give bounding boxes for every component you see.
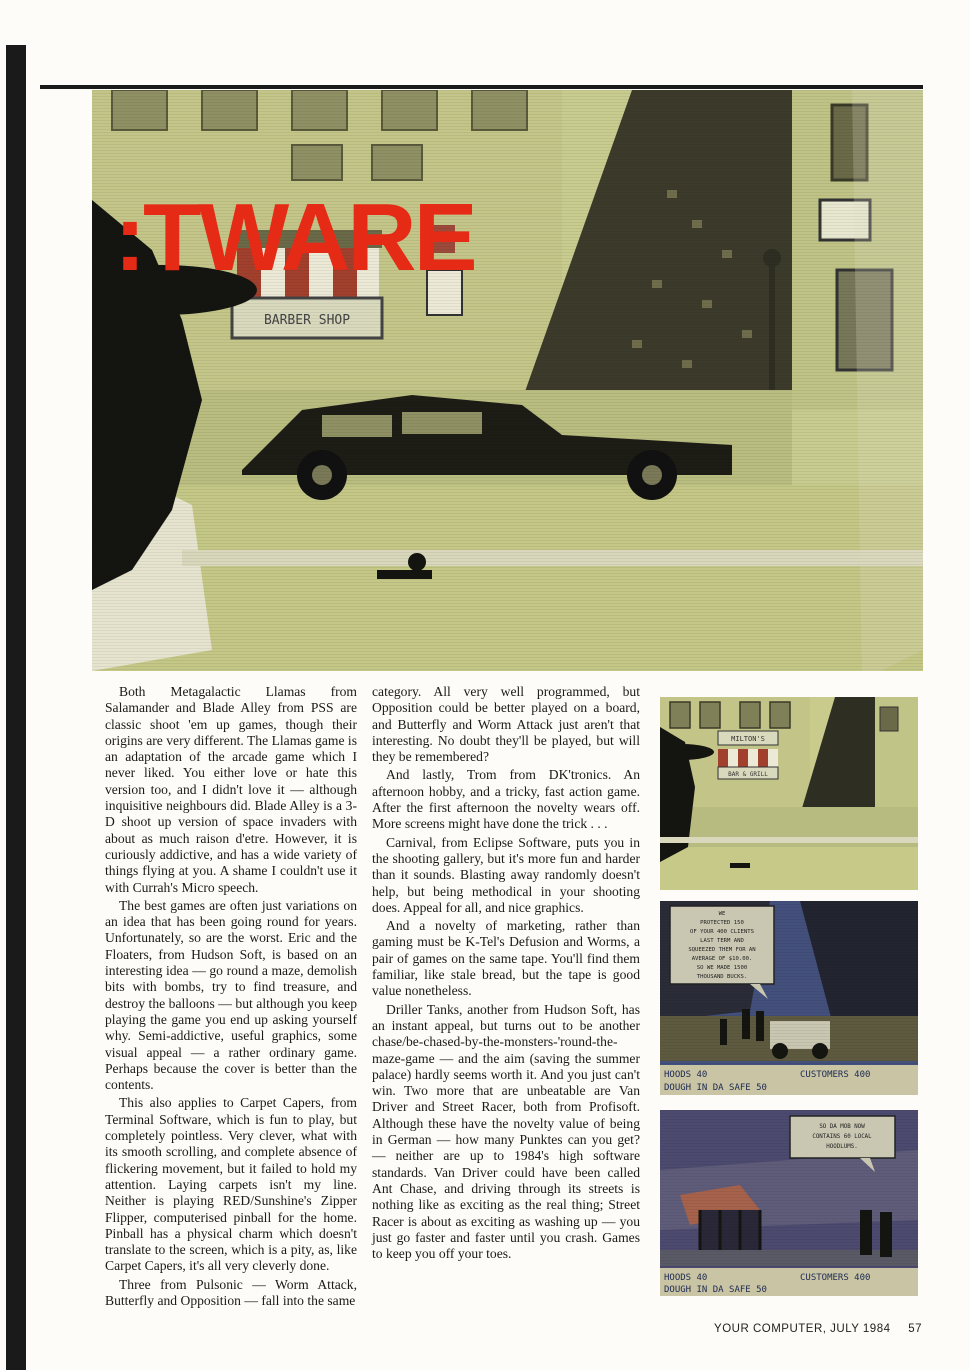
game-screenshot-street bbox=[660, 697, 918, 890]
game-screenshot-protection bbox=[660, 901, 918, 1095]
svg-text:LAST TERM AND: LAST TERM AND bbox=[700, 938, 744, 944]
article-paragraph: Carnival, from Eclipse Software, puts you in the shooting gallery, but it's more fun and harder than it sounds. Blasting away randomly doesn't help, but being methodical in your shooting does. Appeal for all, and nice graphics. bbox=[372, 834, 640, 915]
article-paragraph: And a novelty of marketing, rather than gaming must be K-Tel's Defusion and Worms, a pair of games on the same tape. You'll find them familiar, like stale bread, but the tape is good value nonetheless. bbox=[372, 918, 640, 999]
street-scene-thumb bbox=[660, 697, 918, 890]
svg-text:SO DA MOB NOW: SO DA MOB NOW bbox=[819, 1124, 865, 1130]
svg-text:WE: WE bbox=[718, 911, 726, 917]
svg-text:CONTAINS 60 LOCAL: CONTAINS 60 LOCAL bbox=[812, 1134, 872, 1140]
svg-text:SO WE MADE 1500: SO WE MADE 1500 bbox=[696, 965, 748, 971]
article-paragraph: category. All very well programmed, but Opposition could be better played on a board, and Butterfly and Worm Attack just aren't that interesting. No doubt they'll be played, but will they be remembered? bbox=[372, 684, 640, 765]
page-spine-bar bbox=[6, 45, 26, 1370]
svg-text:DOUGH IN DA SAFE 50: DOUGH IN DA SAFE 50 bbox=[664, 1285, 767, 1295]
article-column-1 bbox=[105, 684, 357, 1311]
page-footer bbox=[714, 1323, 922, 1335]
page-number: 57 bbox=[908, 1323, 922, 1335]
svg-text:DOUGH IN DA SAFE 50: DOUGH IN DA SAFE 50 bbox=[664, 1083, 767, 1093]
game-screenshot-hoodlums bbox=[660, 1110, 918, 1296]
hero-game-screenshot bbox=[92, 90, 923, 671]
svg-text:THOUSAND BUCKS.: THOUSAND BUCKS. bbox=[696, 974, 748, 980]
magazine-masthead: YOUR COMPUTER, JULY 1984 bbox=[714, 1323, 891, 1335]
article-paragraph: And lastly, Trom from DK'tronics. An afternoon hobby, and a tricky, fast action game. After the first afternoon the novelty wears off. More screens might have done the trick . . . bbox=[372, 767, 640, 832]
header-rule bbox=[40, 85, 923, 89]
article-paragraph: Three from Pulsonic — Worm Attack, Butterfly and Opposition — fall into the same bbox=[105, 1276, 357, 1308]
svg-text:HOODS 40: HOODS 40 bbox=[664, 1070, 708, 1080]
bar-sign-bottom: BAR & GRILL bbox=[728, 771, 768, 778]
article-column-2 bbox=[372, 684, 640, 1264]
svg-text:OF YOUR 400 CLIENTS: OF YOUR 400 CLIENTS bbox=[690, 929, 754, 935]
article-paragraph: This also applies to Carpet Capers, from Terminal Software, which is fun to play, but completely pointless. Very clever, what with its smooth scrolling, and complete absence of flickering movement, but it failed to hold my attention. Laying carpets isn't my line. Neither is playing RED/Sunshine's Zipper Flipper, computerised pinball for the home. Pinball has a physical charm which doesn't translate to the screen, which is a pity, as, like Carpet Capers, it's all very cleverly done. bbox=[105, 1095, 357, 1274]
hoodlums-scene-thumb bbox=[660, 1110, 918, 1296]
bar-sign-top: MILTON'S bbox=[731, 735, 765, 743]
svg-text:PROTECTED 150: PROTECTED 150 bbox=[700, 920, 744, 926]
hero-street-scene bbox=[92, 90, 923, 671]
svg-text:CUSTOMERS 400: CUSTOMERS 400 bbox=[800, 1273, 871, 1283]
section-headline: :TWARE bbox=[114, 184, 475, 291]
svg-text:HOODS 40: HOODS 40 bbox=[664, 1273, 708, 1283]
svg-text:SQUEEZED THEM FOR AN: SQUEEZED THEM FOR AN bbox=[688, 947, 756, 953]
protection-scene-thumb bbox=[660, 901, 918, 1095]
svg-text:AVERAGE OF $10.00.: AVERAGE OF $10.00. bbox=[691, 956, 753, 962]
article-paragraph: The best games are often just variations on an idea that has been going round for years. Unfortunately, so are the worst. Eric and the Floaters, from Hudson Soft, is based on an interesting idea — go round a maze, demolish bits with bombs, try to find treasure, and destroy the balloons — but although you keep playing the game you end up asking yourself why. Semi-addictive, useful graphics, some visual appeal — a rather ordinary game. Perhaps because the cover is better than the contents. bbox=[105, 897, 357, 1093]
article-paragraph: Both Metagalactic Llamas from Salamander and Blade Alley from PSS are classic shoot 'em up games, though their origins are very different. The Llamas game is an adaptation of the arcade game which I never liked. You either love or hate this version too, and I didn't love it — although inquisitive neighbours did. Blade Alley is a 3-D shoot up version of space invaders with about as much raison d'etre. However, it is curiously addictive, and has a wide variety of things flying at you. A shame I couldn't use it with Currah's Micro speech. bbox=[105, 684, 357, 895]
article-paragraph: Driller Tanks, another from Hudson Soft, has an instant appeal, but turns out to be another chase/be-chased-by-the-monsters-'round-the-maze-game — and the aim (saving the summer palace) hardly seems worth it. And you just can't win. Two more that are unbeatable are Van Driver and Street Racer, both from Profisoft. Although these have the novelty value of being in German — how many Punktes can you get? — neither are up to 1984's high software standards. Van Driver could have been called Ant Chase, and driving through its streets is nothing like as exciting as the real thing; Street Racer is about as exciting as washing up — you just go faster and faster until you crash. Games to keep you off your toes. bbox=[372, 1001, 640, 1262]
svg-text:CUSTOMERS 400: CUSTOMERS 400 bbox=[800, 1070, 871, 1080]
svg-text:HOODLUMS.: HOODLUMS. bbox=[826, 1144, 858, 1150]
